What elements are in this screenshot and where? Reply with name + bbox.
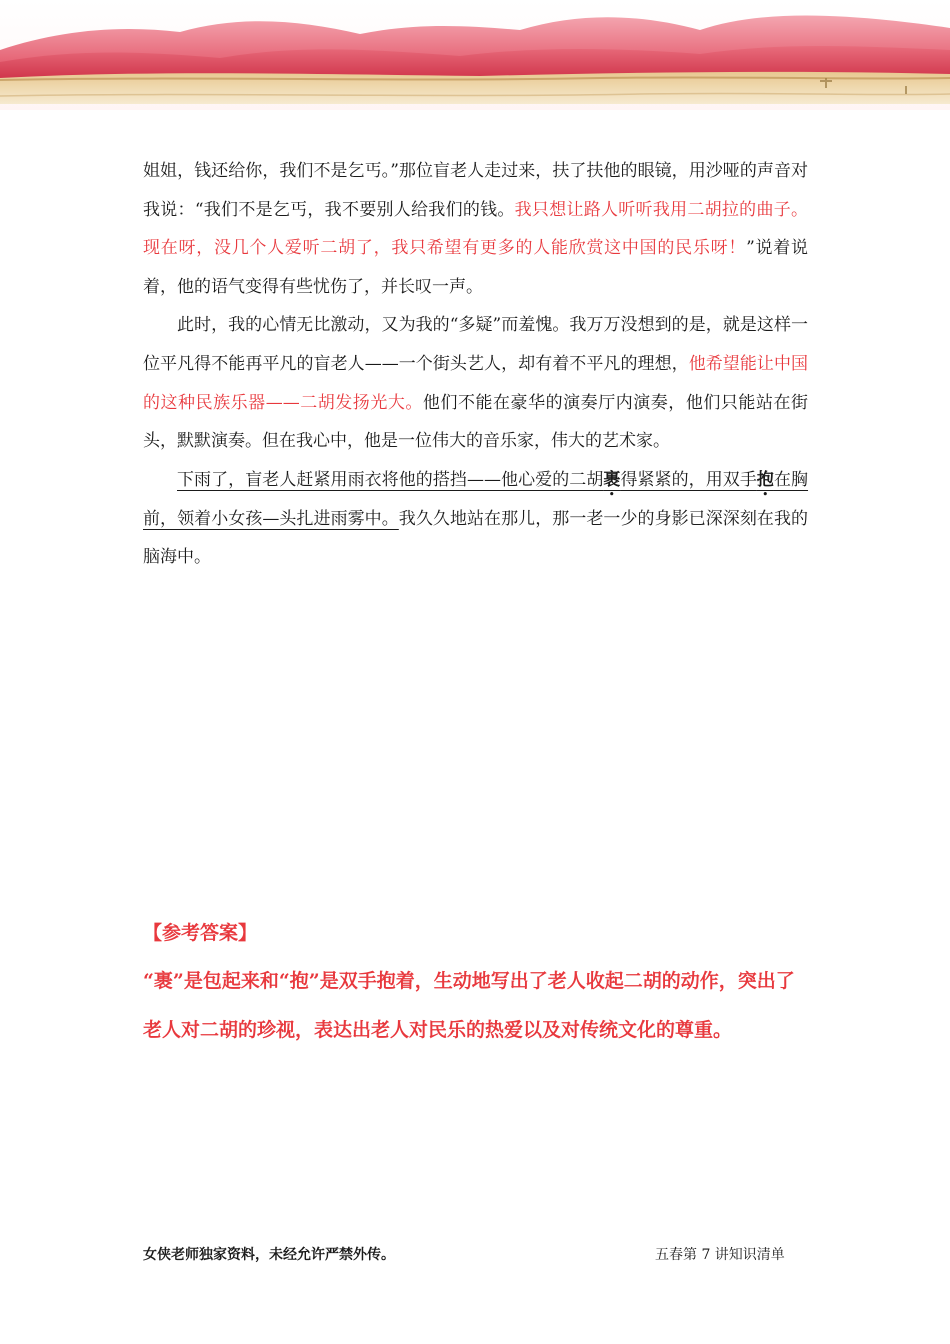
- paragraph-1-text-b: ”说着说着，他的语气变得有些忧伤了，并长叹一声。: [143, 238, 808, 297]
- paragraph-1-text-a: 姐姐，钱还给你，我们不是乞丐。”那位盲老人走过来，扶了扶他的眼镜，用沙哑的声音对我说：“我们不是乞丐，我不要别人给我们的钱。: [143, 161, 808, 220]
- paragraph-3-text-end: 我久久地站在那儿，那一老一少的身影已深深刻在我的脑海中。: [143, 508, 809, 568]
- paragraph-2-text-a: 此时，我的心情无比激动，又为我的“多疑”而羞愧。我万万没想到的是，就是这样一位平凡得不能再平凡的盲老人——一个街头艺人，却有着不平凡的理想，: [143, 315, 808, 374]
- underlined-text-a: 下雨了，盲老人赶紧用雨衣将他的搭挡——他心爱的二胡: [177, 469, 604, 490]
- header-banner: [0, 0, 950, 110]
- answer-text: “裹”是包起来和“抱”是双手抱着，生动地写出了老人收起二胡的动作，突出了老人对二胡的珍视，表达出老人对民乐的热爱以及对传统文化的尊重。: [143, 970, 795, 1041]
- paragraph-2-text-b: 他们不能在豪华的演奏厅内演奏，他们只能站在街头，默默演奏。但在我心中，他是一位伟大的音乐家，伟大的艺术家。: [143, 392, 809, 452]
- paragraph-3: [143, 461, 808, 577]
- paragraph-1-highlight: 我只想让路人听听我用二胡拉的曲子。现在呀，没几个人爱听二胡了，我只希望有更多的人能欣赏这中国的民乐呀！: [143, 199, 808, 259]
- paragraph-2: [143, 306, 808, 460]
- underlined-text-b: 得紧紧的，用双手: [620, 469, 757, 490]
- key-word-guo: 裹: [603, 469, 621, 490]
- answer-section: [143, 918, 813, 1055]
- key-word-bao: 抱: [756, 469, 774, 490]
- underlined-text-c: 在胸前，领着小女孩—头扎进雨雾中。: [143, 469, 809, 529]
- footer-lesson: 五春第 7 讲知识清单: [655, 1247, 785, 1263]
- paragraph-1: [143, 152, 808, 306]
- passage: [143, 152, 808, 577]
- answer-title: 【参考答案】: [143, 922, 258, 944]
- paragraph-2-highlight: 他希望能让中国的这种民族乐器——二胡发扬光大。: [143, 353, 809, 413]
- footer-notice: 女侠老师独家资料，未经允许严禁外传。: [143, 1247, 395, 1263]
